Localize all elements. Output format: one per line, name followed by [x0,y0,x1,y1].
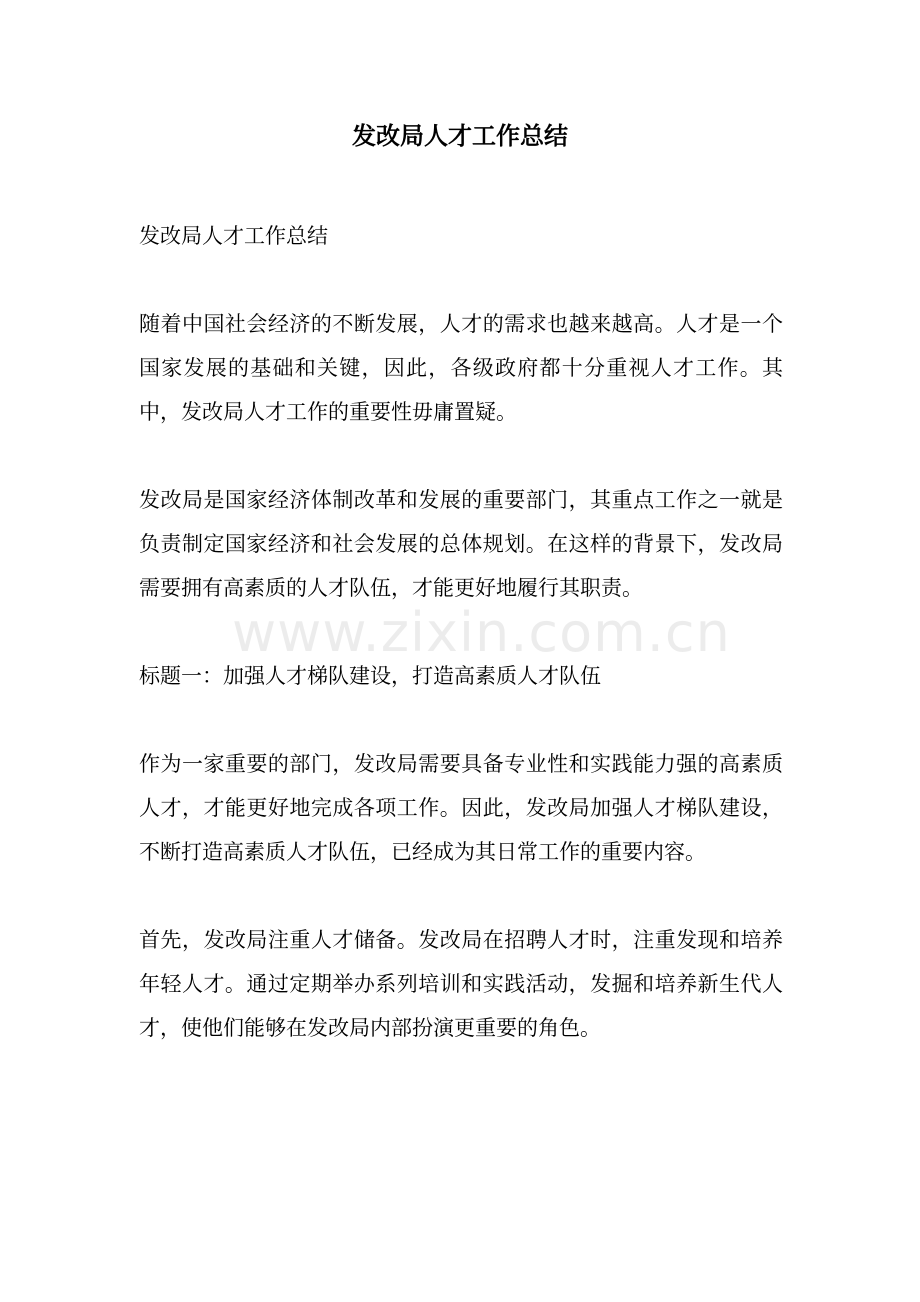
paragraph-talent-reserve: 首先，发改局注重人才储备。发改局在招聘人才时，注重发现和培养年轻人才。通过定期举办系列培训和实践活动，发掘和培养新生代人才，使他们能够在发改局内部扮演更重要的角色。 [139,928,783,1040]
section-heading-one: 标题一：加强人才梯队建设，打造高素质人才队伍 [139,664,601,688]
paragraph-intro: 随着中国社会经济的不断发展，人才的需求也越来越高。人才是一个国家发展的基础和关键，因此，各级政府都十分重视人才工作。其中，发改局人才工作的重要性毋庸置疑。 [139,312,783,424]
paragraph-talent-building: 作为一家重要的部门，发改局需要具备专业性和实践能力强的高素质人才，才能更好地完成各项工作。因此，发改局加强人才梯队建设，不断打造高素质人才队伍，已经成为其日常工作的重要内容。 [139,752,783,864]
watermark-text: www.zixin.com.cn [232,601,731,664]
document-body [139,214,783,1094]
paragraph-department-role: 发改局是国家经济体制改革和发展的重要部门，其重点工作之一就是负责制定国家经济和社会发展的总体规划。在这样的背景下，发改局需要拥有高素质的人才队伍，才能更好地履行其职责。 [139,488,783,600]
document-title: 发改局人才工作总结 [352,121,568,150]
paragraph-subtitle: 发改局人才工作总结 [139,224,328,248]
